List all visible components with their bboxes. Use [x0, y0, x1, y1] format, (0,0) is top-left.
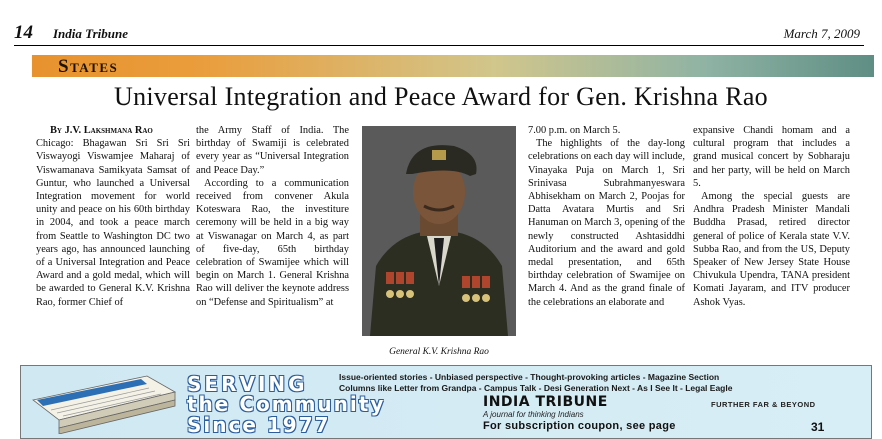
photo-caption: General K.V. Krishna Rao: [389, 347, 489, 357]
article-column-2: [196, 124, 349, 309]
header-rule: [14, 45, 864, 46]
col1-paragraph: Chicago: Bhagawan Sri Sri Sri Viswayogi Viswamjee Maharaj of Viswamanava Samikyata Samsat of Guntur, who launched a Universal Integration movement for world unity and peace on his 60th birthday in 2004, and took a peace march from Seattle to Washington DC two years ago, has announced launching of a Universal Integration and Peace Award and a gold medal, which will be awarded to General K.V. Krishna Rao, former Chief of: [36, 138, 190, 308]
article-column-1: [36, 124, 190, 309]
byline: By J.V. Lakshmana Rao: [50, 125, 153, 136]
ad-further-tagline: FURTHER FAR & BEYOND: [711, 400, 816, 409]
article-column-3: [528, 124, 685, 309]
portrait-illustration: [362, 126, 516, 336]
ad-masthead-title: INDIA TRIBUNE: [483, 394, 608, 410]
ad-community-text: the Community: [187, 392, 386, 416]
col3-paragraph-1: 7.00 p.m. on March 5.: [528, 125, 621, 136]
col3-paragraph-2: The highlights of the day-long celebrations on each day will include, Vinayaka Puja on March 1, Sri Srinivasa Subrahmanyeswara Abhisekham on March 2, Poojas for Datta Avatara Murtis and Sri Hanuman on March 3, opening of the newly constructed Ashtasiddhi Auditorium and the award and gold medal presentation, and 65th birthday celebration of Swamijee on March 4. And as the grand finale of the celebrations an elaborate and: [528, 138, 685, 308]
ad-features-line-1: Issue-oriented stories - Unbiased perspective - Thought-provoking articles - Magazine Section: [339, 372, 720, 382]
article-column-4: [693, 124, 850, 309]
page-header: [0, 0, 882, 48]
subscription-advertisement[interactable]: [20, 365, 872, 439]
col2-paragraph-2: According to a communication received from convener Akula Koteswara Rao, the investiture ceremony will be held in a big way at Viswanagar on March 4, as part of five-day, 65th birthday celebration of Swamijee which will begin on March 1. General Krishna Rao will deliver the keynote address on “Defense and Spiritualism” at: [196, 177, 349, 308]
ad-serving-text: SERVING: [187, 372, 308, 396]
issue-date: March 7, 2009: [783, 26, 860, 41]
ad-since-text: Since 1977: [187, 413, 331, 437]
ad-features-line-2: Columns like Letter from Grandpa - Campus Talk - Desi Generation Next - As I See It - Legal Eagle: [339, 383, 733, 393]
ad-coupon-text[interactable]: For subscription coupon, see page: [483, 420, 676, 432]
col4-paragraph-1: expansive Chandi homam and a cultural program that includes a grand musical concert by Sobharaju and her party, will be held on March 5.: [693, 125, 850, 189]
page-number: 14: [14, 22, 33, 43]
section-band: [32, 55, 874, 77]
section-label: States: [58, 56, 119, 77]
publication-name: India Tribune: [53, 26, 129, 41]
ad-coupon-page-number[interactable]: 31: [811, 420, 825, 434]
article-headline: Universal Integration and Peace Award for Gen. Krishna Rao: [114, 82, 768, 111]
ad-tagline: A journal for thinking Indians: [483, 410, 584, 419]
col4-paragraph-2: Among the special guests are Andhra Pradesh Minister Mandali Buddha Prasad, retired director general of police of Kerala state V.V. Subba Rao, and from the US, Deputy Speaker of New Jersey State House Chivukula Upendra, TANA president Komati Jayaram, and ITV producer Ashok Vyas.: [693, 191, 850, 308]
general-portrait-photo: [362, 126, 516, 336]
newspaper-stack-illustration: [29, 370, 179, 434]
col2-paragraph-1: the Army Staff of India. The birthday of Swamiji is celebrated every year as “Universal Integration and Peace Day.”: [196, 125, 349, 176]
